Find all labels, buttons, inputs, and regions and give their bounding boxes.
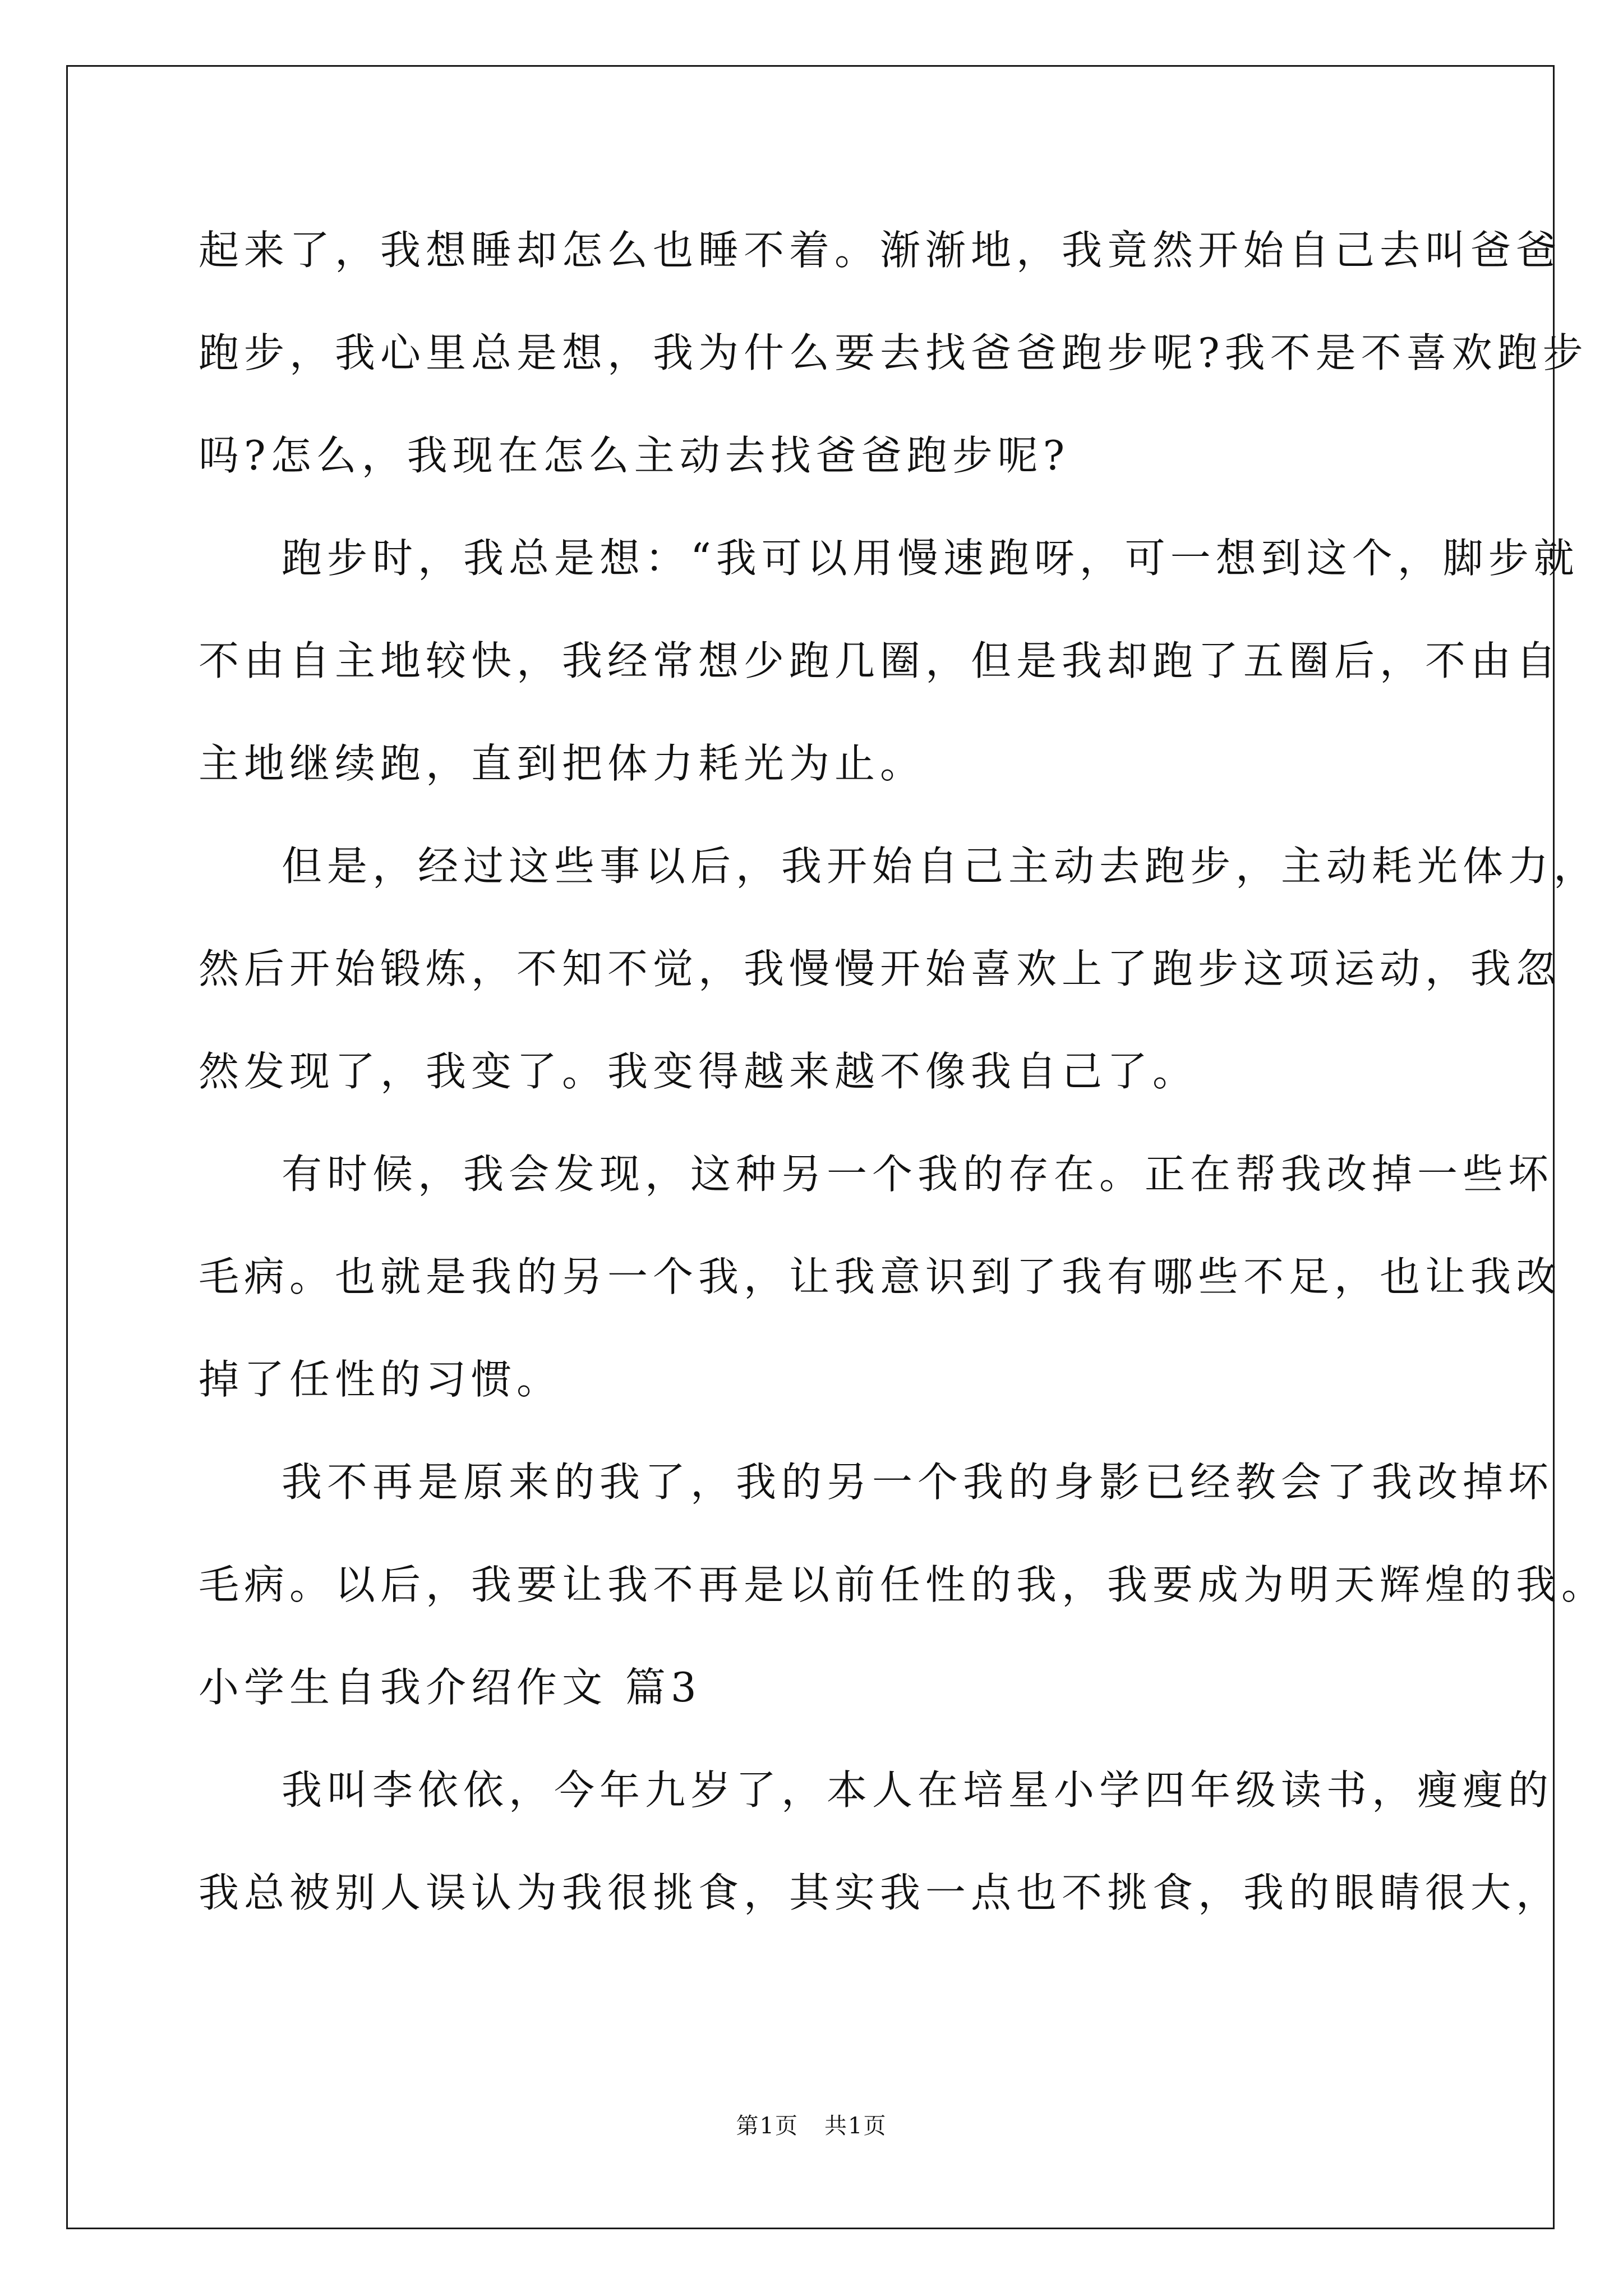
page-number: 第1页 <box>736 2113 799 2139</box>
text-line: 毛病。也就是我的另一个我，让我意识到了我有哪些不足，也让我改 <box>199 1253 1562 1300</box>
text-line: 跑步时，我总是想：“我可以用慢速跑呀，可一想到这个，脚步就 <box>282 535 1579 582</box>
text-line: 我不再是原来的我了，我的另一个我的身影已经教会了我改掉坏 <box>282 1458 1554 1506</box>
text-line: 毛病。以后，我要让我不再是以前任性的我，我要成为明天辉煌的我。 <box>199 1561 1607 1608</box>
text-line: 掉了任性的习惯。 <box>199 1356 562 1403</box>
page-footer <box>0 2109 1623 2143</box>
text-line: 跑步，我心里总是想，我为什么要去找爸爸跑步呢?我不是不喜欢跑步 <box>199 329 1588 376</box>
text-line: 但是，经过这些事以后，我开始自己主动去跑步，主动耗光体力， <box>282 843 1599 890</box>
text-line: 我叫李依依，今年九岁了，本人在培星小学四年级读书，瘦瘦的 <box>282 1766 1554 1814</box>
text-line: 吗?怎么，我现在怎么主动去找爸爸跑步呢? <box>199 432 1070 479</box>
section-heading: 小学生自我介绍作文 篇3 <box>199 1664 702 1711</box>
text-line: 然发现了，我变了。我变得越来越不像我自己了。 <box>199 1048 1198 1095</box>
text-line: 起来了，我想睡却怎么也睡不着。渐渐地，我竟然开始自己去叫爸爸 <box>199 227 1562 274</box>
text-line: 主地继续跑，直到把体力耗光为止。 <box>199 740 926 787</box>
text-line: 我总被别人误认为我很挑食，其实我一点也不挑食，我的眼睛很大， <box>199 1869 1562 1916</box>
text-line: 然后开始锻炼，不知不觉，我慢慢开始喜欢上了跑步这项运动，我忽 <box>199 945 1562 992</box>
text-line: 不由自主地较快，我经常想少跑几圈，但是我却跑了五圈后，不由自 <box>199 637 1562 684</box>
page-total: 共1页 <box>824 2113 887 2139</box>
text-line: 有时候，我会发现，这种另一个我的存在。正在帮我改掉一些坏 <box>282 1151 1554 1198</box>
